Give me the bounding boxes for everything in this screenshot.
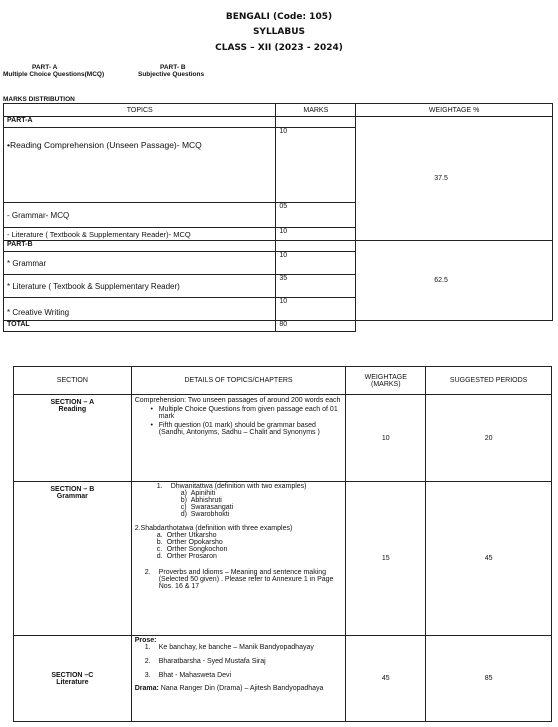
section-b-details: 1. Dhwanitattwa (definition with two examples) a) Apinihiti b) Abhishruti c) Swarasangati d) Swarobhokti 2.Shabdarthotatwa (definition with three examples) a. Orther Utkarsho b. Orther Opokarsho c. Orther Songkochon d. Orther Prosaron 2. Proverbs and Idioms – Meaning and sentence making (Selected 50 given) . Please refer to Annexure 1 in Page Nos. 16 & 17	[131, 482, 346, 636]
section-b-item-1b: Abhishruti	[190, 497, 222, 504]
section-b-item-3: Proverbs and Idioms – Meaning and sentence making (Selected 50 given) . Please refer to Annexure 1 in Page Nos. 16 & 17	[158, 569, 334, 590]
section-b-item-2a: Orther Utkarsho	[166, 532, 217, 539]
row-literature-marks: 35	[276, 275, 356, 298]
section-a-sub: Reading	[58, 406, 87, 413]
section-a-bullet-2: Fifth question (01 mark) should be grammar based (Sandhi, Antonyms, Sadhu – Chalit and Synonyms )	[158, 422, 320, 436]
row-grammar-marks: 10	[276, 252, 356, 275]
section-b-sub: Grammar	[56, 493, 88, 500]
section-b-item-2b: Orther Opokarsho	[166, 539, 223, 546]
col-weightage-marks: WEIGHTAGE (MARKS)	[346, 367, 426, 395]
section-c-periods: 85	[426, 636, 552, 722]
section-c-prose-2: Bharatbarsha - Syed Mustafa Siraj	[158, 658, 266, 665]
section-a-weight: 10	[346, 395, 426, 482]
section-b-name: SECTION – B	[50, 486, 95, 493]
section-details-table	[13, 366, 552, 722]
section-c-prose-1: Ke banchay, ke banche – Manik Bandyopadhayay	[158, 644, 314, 651]
section-c-cell	[14, 636, 132, 722]
section-a-row	[14, 395, 552, 482]
part-a-desc: Multiple Choice Questions(MCQ)	[3, 71, 105, 78]
doc-title: BENGALI (Code: 105)	[225, 12, 333, 22]
section-c-row	[14, 636, 552, 722]
section-b-item-2: 2.Shabdarthotatwa (definition with three examples)	[134, 525, 293, 532]
row-literature-mcq-marks: 10	[276, 228, 356, 241]
section-a-bullet-1: Multiple Choice Questions from given passage each of 01 mark	[158, 406, 338, 420]
section-a-details	[131, 395, 346, 482]
col-section: SECTION	[14, 367, 132, 395]
doc-subtitle: SYLLABUS	[252, 27, 306, 37]
section-b-item-2d: Orther Prosaron	[166, 553, 217, 560]
row-reading-marks: 10	[276, 128, 356, 203]
col-marks: MARKS	[276, 104, 356, 117]
section-c-drama-label: Drama:	[134, 685, 159, 692]
row-literature: * Literature ( Textbook & Supplementary Reader)	[4, 275, 276, 298]
section-b-periods: 45	[426, 482, 552, 636]
section-b-weight: 15	[346, 482, 426, 636]
section-b-item-1d: Swarobhokti	[190, 511, 230, 518]
row-grammar: * Grammar	[4, 252, 276, 275]
col-details: DETAILS OF TOPICS/CHAPTERS	[131, 367, 346, 395]
col-weightage: WEIGHTAGE %	[356, 104, 553, 117]
part-b-row: PART-B	[4, 241, 276, 252]
part-a-row: PART-A	[4, 117, 276, 128]
section-c-prose-3: Bhat - Mahasweta Devi	[158, 672, 232, 679]
section-c-weight: 45	[346, 636, 426, 722]
marks-distribution-heading: MARKS DISTRIBUTION	[3, 96, 75, 103]
row-creative: * Creative Writing	[4, 298, 276, 321]
section-c-drama: Nana Ranger Din (Drama) – Ajitesh Bandyopadhaya	[160, 685, 324, 692]
part-b-title: PART- B	[160, 64, 186, 71]
section-a-cell	[14, 395, 132, 482]
weightage-a: 37.5	[356, 117, 553, 241]
marks-distribution-table	[3, 103, 553, 332]
total-row: TOTAL	[4, 321, 276, 332]
row-reading: •Reading Comprehension (Unseen Passage)- MCQ	[4, 128, 276, 203]
total-marks: 80	[276, 321, 356, 332]
weightage-b: 62.5	[356, 241, 553, 321]
section-a-periods: 20	[426, 395, 552, 482]
row-literature-mcq: - Literature ( Textbook & Supplementary Reader)- MCQ	[4, 228, 276, 241]
section-c-sub: Literature	[56, 678, 89, 686]
section-c-details: Prose: 1. Ke banchay, ke banche – Manik Bandyopadhayay 2. Bharatbarsha - Syed Mustafa Siraj 3. Bhat - Mahasweta Devi Drama: Nana Ranger Din (Drama) – Ajitesh Bandyopadhaya	[131, 636, 346, 722]
row-grammar-mcq: - Grammar- MCQ	[4, 203, 276, 228]
section-c-prose-label: Prose:	[134, 637, 157, 644]
col-suggested-periods: SUGGESTED PERIODS	[426, 367, 552, 395]
section-b-item-1: Dhwanitattwa (definition with two examples)	[170, 483, 307, 490]
doc-class-line: CLASS – XII (2023 - 2024)	[215, 43, 343, 53]
section-b-cell	[14, 482, 132, 636]
part-b-desc: Subjective Questions	[138, 71, 205, 78]
section-b-item-2c: Orther Songkochon	[166, 546, 228, 553]
section-c-name: SECTION –C	[51, 671, 94, 679]
col-topics: TOPICS	[4, 104, 276, 117]
section-b-item-1a: Apinihiti	[190, 490, 216, 497]
section-b-row	[14, 482, 552, 636]
section-a-intro: Comprehension: Two unseen passages of around 200 words each	[134, 397, 341, 404]
section-b-item-1c: Swarasangati	[190, 504, 234, 511]
section-a-name: SECTION – A	[50, 399, 95, 406]
row-grammar-mcq-marks: 05	[276, 203, 356, 228]
part-a-title: PART- A	[32, 64, 58, 71]
row-creative-marks: 10	[276, 298, 356, 321]
